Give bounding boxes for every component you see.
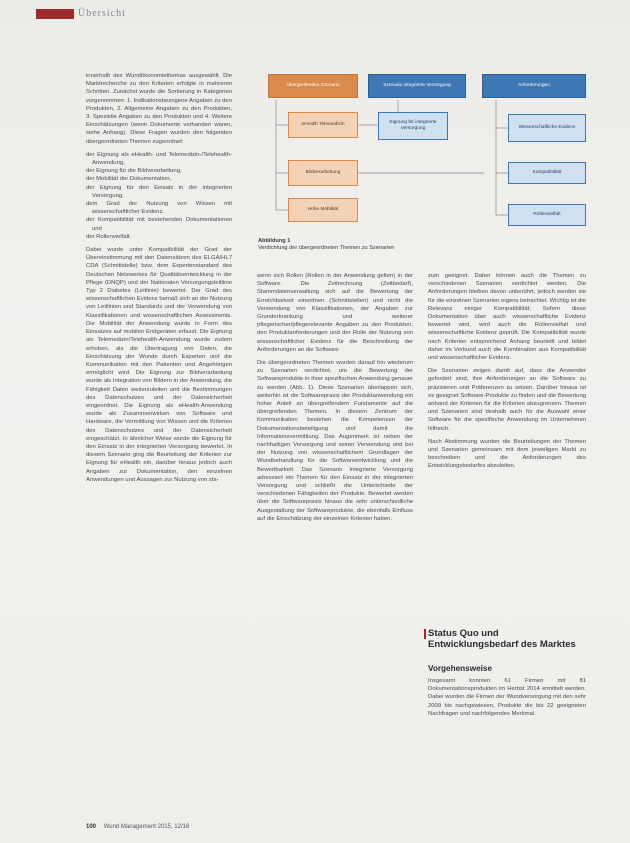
- right-para-1: zum geeignet. Daher können auch die Themen zu verschiedenen Szenarien verdichtet werden. Die Anforderungen bleiben davon unberührt, jedoch werden sie für die einzelnen Szenarien eigens betrachtet. Wichtig ist die Relevanz einiger Kompatibilität; Sofern diese Dokumentation über auch wissenschaftliche Evidenz bewertet wird, wird auch die Rollenvielfalt und wissenschaftliche Evidenz geprüft. Die Kompatibilität wurde nach Kriterien entsprechend Anhang beurteilt und bildet daher im Verbund auch die Kombination aus Kompatibilität und wissenschaftlicher Evidenz.: [428, 273, 586, 362]
- scenario-head-integrated: Szenario integrierte Versorgung: [368, 74, 466, 98]
- left-para-2: Dabei wurde unter Kompatibilität der Grad der Übereinstimmung mit den Datensätzen des ELGA/HL7 CDA (Schnittstelle) bzw. dem Expertenstandard des Deutschen Netzwerkes für Qualitätsentwicklung in der Pflege (DNQP) und der Nationalen Versorgungsleitlinie Typ 2 Diabetes (Leitlinie) bewertet. Der Grad des wissenschaftlichen Evidenz bemaß sich an der Nutzung von Leitlinien und Standards und der Verwendung von Klassifikationen und wissenschaftlichen Assessments. Die Mobilität der Anwendung wurde in Form des Einsatzes auf mobilen Endgeräten erfasst. Die Eignung als Telemedizin/Telehealth-Anwendung wurde zudem erhoben, als die Übertragung von Daten, die Einschätzung der Wunde durch Experten und die Kommunikation mit den Patienten und Angehörigen ermöglicht wird. Die Eignung zur Bildverarbeitung wurde als Integration von Bildern in der Anwendung, die Fähigkeit Daten weiterzuleiten und die Bestimmungen des Datenschutzes und der Datensicherheit eingeordnet. Die Eignung als eHealth-Anwendung wurde als Zusammenwirken von Software und Hardware, die Vermittlung von Wissen und die Kriterien des Datenschutzes und der Datensicherheit eingeschätzt. In ähnlicher Weise wurde die Eignung für den Einsatz in der integrierten Versorgung bewertet. In diesem Szenario ging die Beurteilung der Kriterien zur Eignung für eHealth ein, darüber hinaus jedoch auch Angaben zur Dokumentation, den einzelnen Anwendungen und Aussagen zur Nutzung von sta-: [86, 247, 232, 483]
- scenario-item-ehealth: eHealth Telemedizin: [288, 112, 358, 138]
- requirement-compatibility: Kompatibilität: [508, 162, 586, 184]
- topic-item: der Mobilität der Dokumentation,: [86, 176, 172, 183]
- scenario-item-imaging: Bildverarbeitung: [288, 160, 358, 186]
- topic-item: der Kompatibilität mit bestehenden Dokumentationen und: [86, 217, 232, 232]
- middle-column: [257, 272, 413, 528]
- topic-list: [86, 151, 232, 241]
- figure-scenarios: [256, 70, 591, 248]
- section-heading: Status Quo und Entwicklungsbedarf des Marktes: [428, 628, 576, 650]
- left-para-1: innerhalb des Wundökonomiethemas ausgewählt. Die Marktrecherche zu den Kriterien erfolgte in mehreren Schritten. Zunächst wurde die Sortierung in Kategorien vorgenommen: 1. Indikationsbezogene Angaben zu den Produkten, 2. Allgemeine Angaben zu den Produkten, 3. Spezielle Angaben zu den Produkten und 4. Weitere Einschätzungen (wenn Dokumente vorhanden waren, siehe Anhang). Diese Fragen wurden den folgenden übergeordneten Themen zugeordnet:: [86, 73, 232, 145]
- topic-item: der Rollenvielfalt.: [86, 233, 132, 240]
- topic-item: der Eignung für die Bildverarbeitung,: [86, 168, 182, 175]
- topic-item: der Eignung als eHealth- und Telemedizin-/Telehealth-Anwendung,: [86, 151, 232, 167]
- caption-label: Abbildung 1: [258, 238, 291, 244]
- page-footer: [86, 824, 189, 830]
- header-color-block: [36, 9, 74, 19]
- caption-text: Verdichtung der übergeordneten Themen zu Szenarien: [258, 245, 395, 251]
- right-column: [428, 272, 586, 476]
- section-label: Übersicht: [78, 8, 126, 19]
- right-para-3: Nach Abstimmung wurden die Beurteilungen der Themen und Szenarien gemeinsam mit dem jeweiligen Markt zu beschreiben und die Anforderungen des Entwicklungsbedarfes abzuleiten.: [428, 438, 586, 470]
- right-column-lower: [428, 677, 586, 723]
- page-number: 100: [86, 824, 97, 830]
- publication-name: Wund Management 2015, 12/16: [103, 824, 190, 830]
- scenario-item-integrated-care: Eignung für integrierte Versorgung: [378, 112, 448, 140]
- left-column: [86, 72, 232, 489]
- subsection-heading: Vorgehensweise: [428, 664, 493, 673]
- scenario-head-general: Übergreifendes Szenario: [268, 74, 358, 98]
- mid-para-1: wenn sich Rollen (Rollen in der Anwendung gelten) in der Software. Die Zeitrechnung (Zeitbedarf), Stammdatenverwaltung sich auf die Bewertung der Erreichbarkeit einordnen (Schnittstellen) und nicht die Verwendung von Klassifikationen, der Angaben zur Grunderkrankung und weiterer pflegerischer/pflegerelevante Angaben zu den Produkten, den Produktanforderungen und der Rolle der Nutzung von wissenschaftlicher Evidenz für die Beschreibung der Anforderungen an die Software.: [257, 273, 413, 353]
- scenario-item-mobility: Hohe Mobilität: [288, 198, 358, 222]
- figure-caption: [258, 238, 578, 252]
- section-marker: [424, 629, 426, 639]
- mid-para-2: Die übergeordneten Themen wurden darauf hin wiederum zu Szenarien verdichtet, um die Bewertung der Softwareprodukte in ihrer spezifischen Anwendung genauer zu werden (Abb. 1). Diese Szenarien überlappen sich, weiterhin ist die Softwarepraxis der Produktanwendung ein hoher Anteil an übergreifendem Fundamente auf die übergreifenden Themen. In diesem Zentrum der Kommunikation bestehen die Kompetenzen der Dokumentationsbeteiligung und damit die Informationsvermittlung. Das Augenmerk ist neben der nachhaltigen Versorgung und seiner Verwendung und bei der Nutzung von wissenschaftlichem Grundlagen der Wundbehandlung für die Softwareentwicklung und die Bewertbarkeit. Das Szenario Integrierte Versorgung adressiert ein Themen für den Einsatz in der integrierten Versorgung und schließt die Unterschiede der verschiedenen Fähigkeiten der Produkte. Bewertet werden über die Softwarepraxis hinaus die sehr unterschiedliche Ausgestaltung der Softwareprodukte, die ebenfalls Einfluss auf die Einschätzung der einzelnen Kriterien haben.: [257, 360, 413, 522]
- right-para-4: Insgesamt konnten 61 Firmen mit 81 Dokumentationsprodukten im Herbst 2014 ermittelt werden. Dabei wurden die Firmen der Wundversorgung mit den sehr 2009 bis nachgewiesen, Produkte die bis 22 geeigneten Nachfragen und nachfolgendes Merkmal.: [428, 678, 586, 717]
- requirement-evidence: Wissenschaftliche Evidenz: [508, 114, 586, 142]
- requirements-head: Anforderungen: [482, 74, 586, 98]
- right-para-2: Die Szenarien zeigen damit auf, dass die Anwender gefordert sind, ihre Anforderungen an die Software zu präzisieren und Präferenzen zu setzen. Darüber hinaus ist es geeignet Software-Produkte zu finden und die Bewertung anhand der Kriterien für die Kriterien abzugrenzen. Themen und Szenarien sind deshalb auch für die Auswahl einer Software für die spezifische Anwendung im Unternehmen hilfreich.: [428, 368, 586, 432]
- requirement-role-variety: Rollenvielfalt: [508, 204, 586, 226]
- topic-item: der Eignung für den Einsatz in der integrierten Versorgung,: [86, 184, 232, 199]
- topic-item: dem Grad der Nutzung von Wissen mit wissenschaftlicher Evidenz,: [86, 201, 232, 216]
